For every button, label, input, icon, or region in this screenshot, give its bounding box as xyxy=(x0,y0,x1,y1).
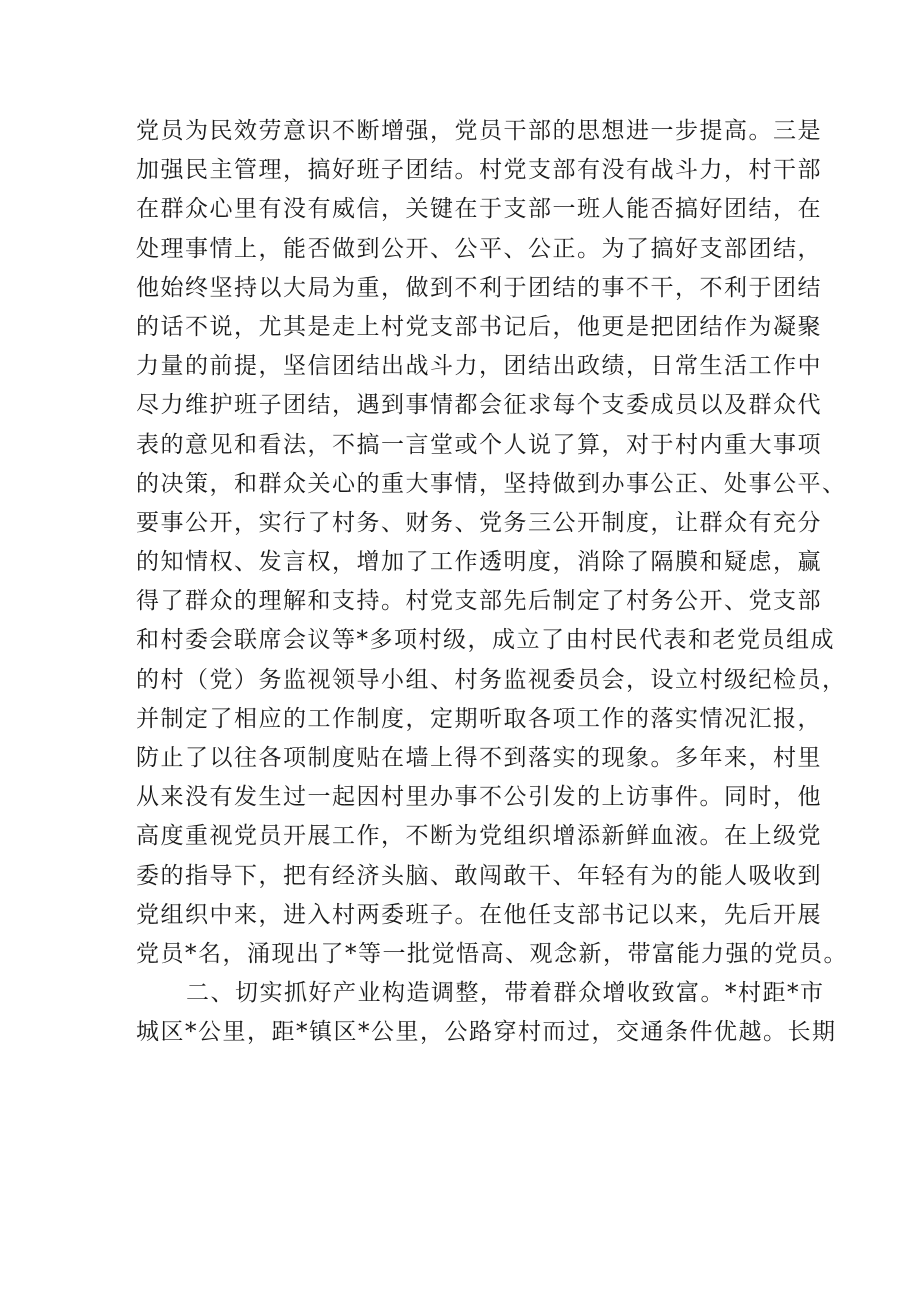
paragraph-1-line-6: 的话不说，尤其是走上村党支部书记后，他更是把团结作为凝聚 xyxy=(136,313,822,340)
paragraph-1-line-13: 得了群众的理解和支持。村党支部先后制定了村务公开、党支部 xyxy=(136,588,822,615)
paragraph-1-line-16: 并制定了相应的工作制度，定期听取各项工作的落实情况汇报， xyxy=(136,705,822,732)
paragraph-1-line-22: 党员*名，涌现出了*等一批觉悟高、观念新，带富能力强的党员。 xyxy=(136,940,848,967)
paragraph-1-line-18: 从来没有发生过一起因村里办事不公引发的上访事件。同时，他 xyxy=(136,784,822,811)
paragraph-1-line-10: 的决策，和群众关心的重大事情，坚持做到办事公正、处事公平、 xyxy=(136,470,847,497)
paragraph-1-line-4: 处理事情上，能否做到公开、公平、公正。为了搞好支部团结， xyxy=(136,235,822,262)
paragraph-1-line-19: 高度重视党员开展工作，不断为党组织增添新鲜血液。在上级党 xyxy=(136,823,822,850)
paragraph-1-line-7: 力量的前提，坚信团结出战斗力，团结出政绩，日常生活工作中 xyxy=(136,353,822,380)
paragraph-1-line-8: 尽力维护班子团结，遇到事情都会征求每个支委成员以及群众代 xyxy=(136,392,822,419)
paragraph-1-line-12: 的知情权、发言权，增加了工作透明度，消除了隔膜和疑虑，赢 xyxy=(136,549,822,576)
paragraph-1-line-21: 党组织中来，进入村两委班子。在他任支部书记以来，先后开展 xyxy=(136,901,822,928)
paragraph-1-line-5: 他始终坚持以大局为重，做到不利于团结的事不干，不利于团结 xyxy=(136,274,822,301)
paragraph-1-line-17: 防止了以往各项制度贴在墙上得不到落实的现象。多年来，村里 xyxy=(136,745,822,771)
paragraph-1-line-1: 党员为民效劳意识不断增强，党员干部的思想进一步提高。三是 xyxy=(136,118,822,144)
paragraph-1-line-11: 要事公开，实行了村务、财务、党务三公开制度，让群众有充分 xyxy=(136,509,822,536)
body-text xyxy=(136,112,848,1053)
paragraph-1-line-9: 表的意见和看法，不搞一言堂或个人说了算，对于村内重大事项 xyxy=(136,431,822,458)
paragraph-1-line-14: 和村委会联席会议等*多项村级，成立了由村民代表和老党员组成 xyxy=(136,627,835,654)
paragraph-1-line-15: 的村（党）务监视领导小组、村务监视委员会，设立村级纪检员， xyxy=(136,666,847,693)
paragraph-2-line-1: 二、切实抓好产业构造调整，带着群众增收致富。*村距*市 xyxy=(186,980,825,1007)
paragraph-1-line-2: 加强民主管理，搞好班子团结。村党支部有没有战斗力，村干部 xyxy=(136,157,822,184)
paragraph-1-line-3: 在群众心里有没有威信，关键在于支部一班人能否搞好团结，在 xyxy=(136,196,822,223)
paragraph-2-line-2: 城区*公里，距*镇区*公里，公路穿村而过，交通条件优越。长期 xyxy=(136,1019,837,1046)
paragraph-1-line-20: 委的指导下，把有经济头脑、敢闯敢干、年轻有为的能人吸收到 xyxy=(136,862,822,889)
